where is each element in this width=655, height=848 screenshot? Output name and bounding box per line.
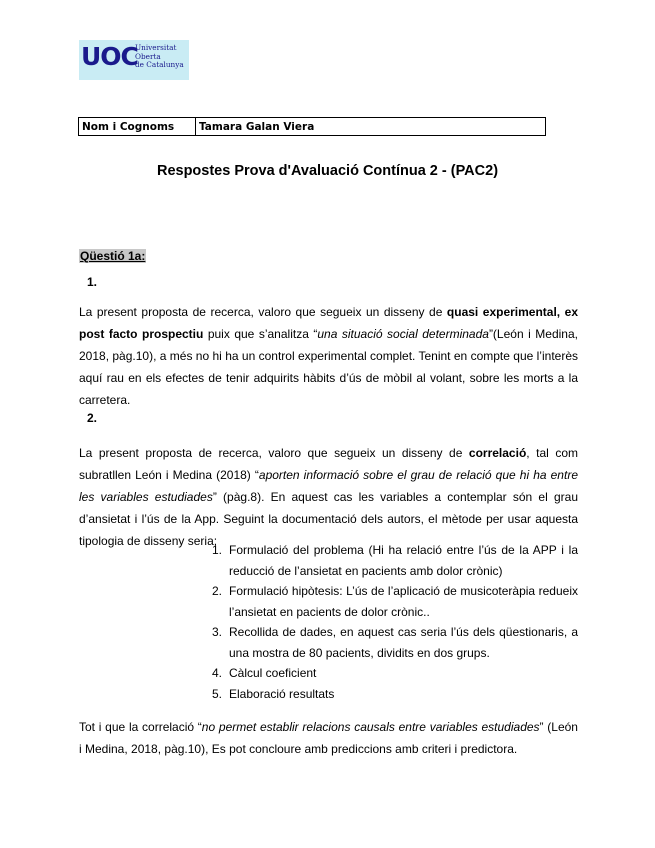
name-value: Tamara Galan Viera: [196, 118, 546, 136]
step-text: Elaboració resultats: [229, 686, 335, 701]
conclusion-text-italic: no permet establir relacions causals entre variables estudiades: [201, 720, 540, 734]
step-number: 1.: [212, 543, 223, 557]
list-item: [212, 663, 578, 684]
conclusion-text-b: ” (León i Medina, 2018, pàg.10), Es pot concloure amb prediccions amb criteri i predictora.: [79, 720, 578, 756]
page-title: Respostes Prova d'Avaluació Contínua 2 - (PAC2): [156, 163, 499, 179]
step-text: Formulació hipòtesis: L’ús de l’aplicació de musicoteràpia redueix l’ansietat en pacients de dolor crònic..: [229, 584, 578, 619]
step-number: 2.: [212, 584, 223, 598]
step-text: Formulació del problema (Hi ha relació entre l’ús de la APP i la reducció de l’ansietat en pacients amb dolor crònic): [229, 543, 578, 578]
list-item: [212, 622, 578, 663]
uoc-logo: [79, 40, 189, 80]
part2-paragraph: [79, 442, 578, 552]
part2-text-b: , tal com subratllen León i Medina (2018) “: [79, 446, 578, 482]
part2-text-c: ” (pàg.8). En aquest cas les variables a contemplar són el grau d’ansietat i l’ús de la App. Seguint la documentació dels autors, el mètode per usar aquesta tipologia de disseny seria;: [79, 490, 579, 548]
step-number: 5.: [212, 686, 223, 701]
part2-text-a: La present proposta de recerca, valoro que segueix un disseny de: [79, 446, 469, 460]
step-number: 3.: [212, 625, 223, 639]
part1-text-a: La present proposta de recerca, valoro que segueix un disseny de: [79, 305, 447, 319]
logo-wordmark: [135, 44, 184, 70]
conclusion-text-a: Tot i que la correlació “: [79, 720, 202, 734]
student-name-table: [78, 117, 546, 136]
question-heading: Qüestió 1a:: [80, 249, 146, 263]
part1-text-c: ”(León i Medina, 2018, pàg.10), a més no hi ha un control experimental complet. Tenint en compte que l’interès aquí rau en els efectes de tenir adquirits hàbits d’ús de mòbil al volant, sobre les morts a la carretera.: [79, 327, 578, 407]
list-item: [212, 684, 578, 705]
logo-line-1: Universitat: [135, 43, 177, 52]
conclusion-paragraph: [79, 716, 578, 760]
part2-text-bold: correlació: [468, 446, 527, 460]
part1-paragraph: [79, 301, 578, 411]
logo-line-2: Oberta: [135, 51, 161, 61]
name-label: Nom i Cognoms: [79, 118, 196, 136]
part1-number: 1.: [87, 275, 98, 289]
step-text: Recollida de dades, en aquest cas seria l’ús dels qüestionaris, a una mostra de 80 pacients, dividits en dos grups.: [229, 625, 578, 660]
part2-number: 2.: [87, 411, 98, 425]
list-item: [212, 540, 578, 581]
step-text: Càlcul coeficient: [229, 666, 317, 680]
method-steps-list: [212, 540, 578, 704]
part1-text-b: puix que s’analitza “: [203, 327, 318, 341]
part1-text-bold: quasi experimental, ex post facto prospectiu: [79, 305, 578, 341]
logo-line-3: de Catalunya: [135, 60, 184, 70]
logo-mark: UOC: [81, 42, 138, 71]
part2-text-italic: aporten informació sobre el grau de relació que hi ha entre les variables estudiades: [79, 468, 578, 504]
list-item: [212, 581, 578, 622]
part1-text-italic: una situació social determinada: [317, 327, 489, 341]
step-number: 4.: [212, 666, 223, 680]
